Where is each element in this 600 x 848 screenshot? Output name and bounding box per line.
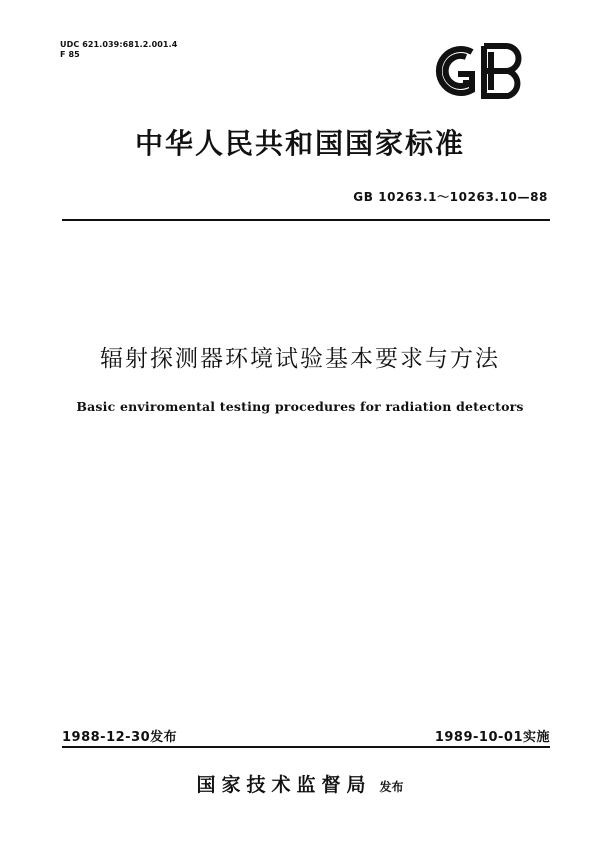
issue-date: 1988-12-30发布: [62, 730, 178, 745]
classification-block: [60, 40, 177, 60]
top-divider: [62, 219, 550, 221]
effective-date: 1989-10-01实施: [434, 730, 550, 745]
gb-logo: [428, 40, 528, 102]
class-code: F 85: [60, 50, 80, 59]
issuing-authority: [0, 770, 600, 797]
document-title-chinese: 辐射探测器环境试验基本要求与方法: [100, 346, 500, 372]
standard-number: GB 10263.1～10263.10—88: [353, 190, 548, 204]
bottom-divider: [62, 746, 550, 748]
standard-name: 中华人民共和国国家标准: [134, 127, 465, 160]
issuer-organization: 国家技术监督局: [196, 774, 372, 796]
udc-code: UDC 621.039:681.2.001.4: [60, 40, 178, 49]
document-title-english: Basic enviromental testing procedures for radiation detectors: [76, 399, 524, 414]
issuer-action: 发布: [379, 780, 404, 794]
